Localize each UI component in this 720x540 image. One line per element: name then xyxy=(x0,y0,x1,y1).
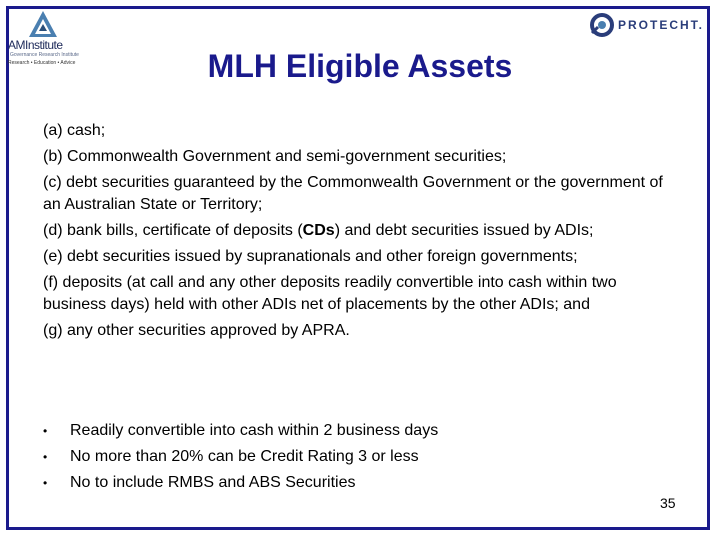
bullet-text: Readily convertible into cash within 2 business days xyxy=(70,422,439,439)
eligible-assets-list xyxy=(43,120,678,346)
asset-item-a: (a) cash; xyxy=(43,122,106,139)
triangle-logo-icon xyxy=(28,10,58,38)
protecht-wordmark: PROTECHT. xyxy=(618,18,705,32)
asset-item-b: (b) Commonwealth Government and semi-government securities; xyxy=(43,148,507,165)
asset-item-c: (c) debt securities guaranteed by the Commonwealth Government or the government of an Australian State or Territory; xyxy=(43,174,663,213)
bullet-item xyxy=(43,470,643,496)
asset-item-g: (g) any other securities approved by APRA. xyxy=(43,322,350,339)
protecht-swirl-icon xyxy=(590,13,614,37)
asset-item-f: (f) deposits (at call and any other deposits readily convertible into cash within two business days) held with other ADIs net of placements by the other ADIs; and xyxy=(43,274,617,313)
asset-item-d: (d) bank bills, certificate of deposits (CDs) and debt securities issued by ADIs; xyxy=(43,222,594,239)
logo-brand: AMInstitute xyxy=(8,38,63,52)
logo-tagline: Governance Research Institute xyxy=(10,52,79,58)
bullet-item xyxy=(43,418,643,444)
page-number: 35 xyxy=(660,495,676,511)
logo-subline: Research • Education • Advice xyxy=(8,60,76,66)
slide-title: MLH Eligible Assets xyxy=(207,48,513,84)
cds-abbrev: CDs xyxy=(302,222,335,239)
asset-item-e: (e) debt securities issued by supranationals and other foreign governments; xyxy=(43,248,578,265)
bullet-text: No more than 20% can be Credit Rating 3 or less xyxy=(70,448,419,465)
summary-bullets xyxy=(43,418,643,496)
bullet-icon: • xyxy=(43,476,48,490)
protecht-logo xyxy=(590,10,704,40)
bullet-icon: • xyxy=(43,424,48,438)
bullet-icon: • xyxy=(43,450,48,464)
bullet-text: No to include RMBS and ABS Securities xyxy=(70,474,356,491)
bullet-item xyxy=(43,444,643,470)
